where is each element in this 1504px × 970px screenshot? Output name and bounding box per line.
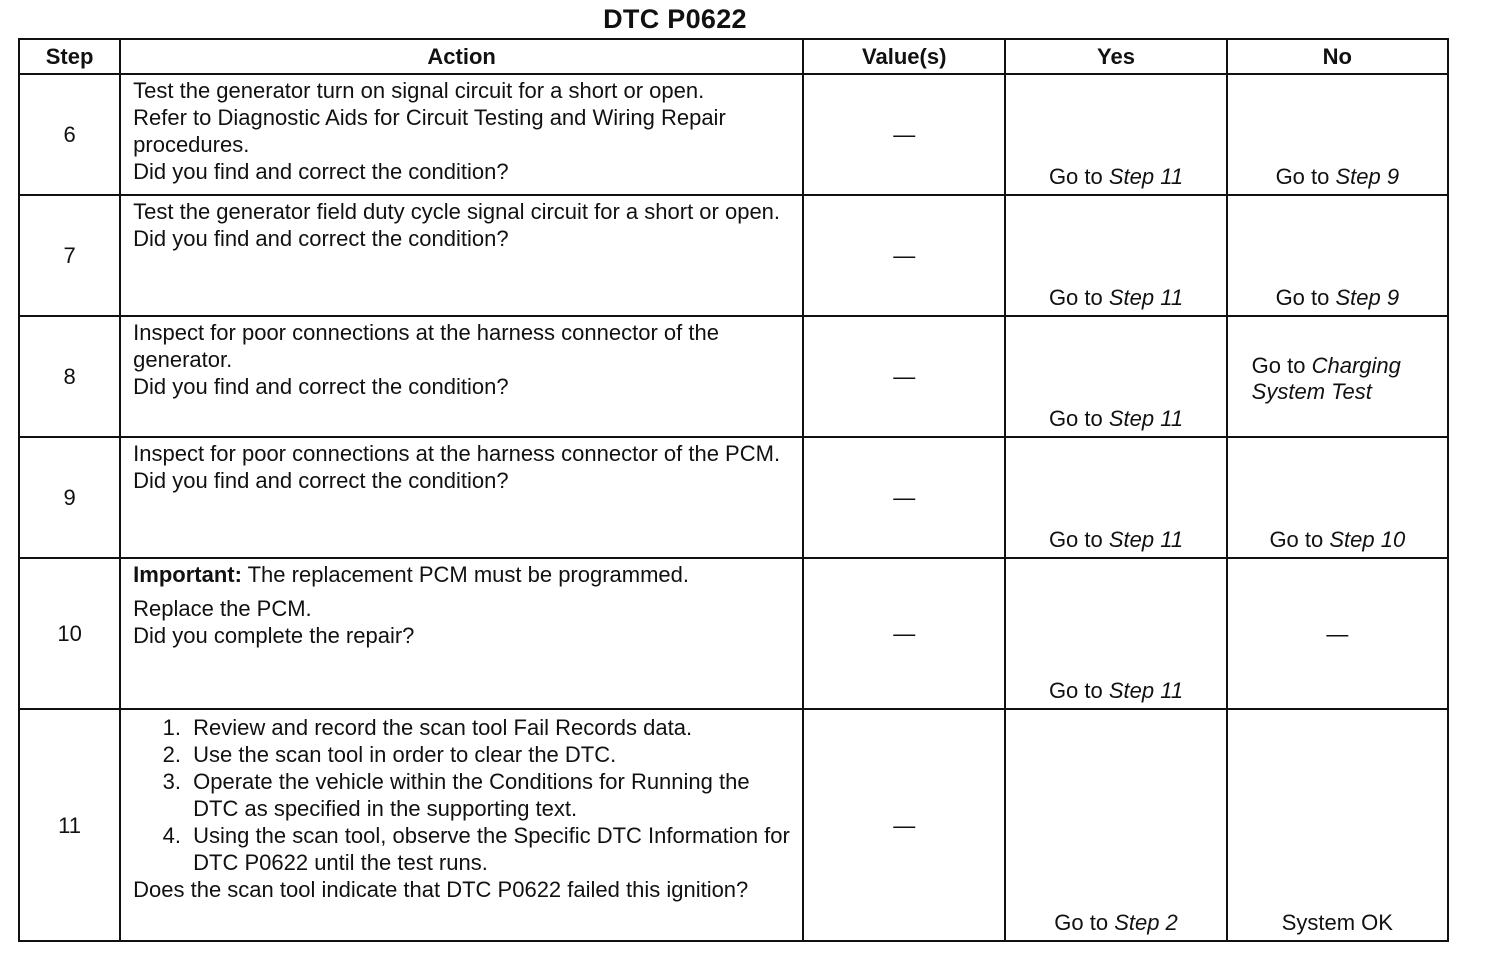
yes-cell [1005,74,1226,195]
yes-cell [1005,437,1226,558]
step-number: 7 [19,195,120,316]
yes-target: Step 11 [1108,678,1184,703]
yes-cell [1005,316,1226,437]
go-to-text: Go to [1269,527,1324,552]
list-item: 2. Use the scan tool in order to clear the DTC. [187,741,794,768]
list-item: 1. Review and record the scan tool Fail Records data. [187,714,794,741]
value-dash: — [893,485,916,510]
action-question: Does the scan tool indicate that DTC P0622 failed this ignition? [133,877,749,902]
yes-target: Step 2 [1114,910,1178,935]
value-dash: — [893,243,916,268]
header-no: No [1227,39,1448,74]
action-cell [120,437,803,558]
system-ok-text: System OK [1281,910,1393,935]
header-action: Action [120,39,803,74]
value-dash: — [893,122,916,147]
action-cell [120,195,803,316]
value-cell [803,316,1005,437]
action-text: Test the generator field duty cycle signal circuit for a short or open. [133,199,781,224]
no-cell [1227,195,1448,316]
important-note [133,561,794,588]
step-number: 11 [19,709,120,941]
value-cell [803,709,1005,941]
action-text: Inspect for poor connections at the harness connector of the generator. [133,320,719,372]
go-to-text: Go to [1048,678,1103,703]
action-question: Did you find and correct the condition? [133,159,509,184]
go-to-text: Go to [1048,527,1103,552]
go-to-text: Go to [1275,285,1330,310]
action-cell [120,74,803,195]
value-cell [803,195,1005,316]
action-question: Did you find and correct the condition? [133,374,509,399]
action-cell [120,558,803,709]
table-row [19,74,1448,195]
no-cell [1227,74,1448,195]
yes-target: Step 11 [1108,527,1184,552]
value-cell [803,74,1005,195]
procedure-list [133,714,794,876]
step-number: 9 [19,437,120,558]
yes-target: Step 11 [1108,406,1184,431]
value-cell [803,437,1005,558]
action-text: Refer to Diagnostic Aids for Circuit Testing and Wiring Repair procedures. [133,105,726,157]
no-cell [1227,558,1448,709]
table-row [19,316,1448,437]
step-number: 8 [19,316,120,437]
no-target: Step 9 [1335,285,1400,310]
no-cell [1227,316,1448,437]
value-cell [803,558,1005,709]
action-text: Replace the PCM. [133,596,312,621]
header-row [19,39,1448,74]
go-to-text: Go to [1048,406,1103,431]
go-to-text: Go to [1275,164,1330,189]
table-row [19,437,1448,558]
yes-cell [1005,558,1226,709]
important-text: The replacement PCM must be programmed. [241,562,690,587]
no-target: Charging System Test [1251,353,1401,404]
action-cell [120,316,803,437]
page-title: DTC P0622 [603,4,747,34]
action-question: Did you find and correct the condition? [133,226,509,251]
yes-target: Step 11 [1108,164,1184,189]
action-text: Test the generator turn on signal circuit for a short or open. [133,78,705,103]
step-number: 10 [19,558,120,709]
no-target: Step 9 [1335,164,1400,189]
go-to-text: Go to [1048,285,1103,310]
header-values: Value(s) [803,39,1005,74]
action-text: Inspect for poor connections at the harness connector of the PCM. [133,441,781,466]
no-dash: — [1326,621,1349,646]
table-row [19,558,1448,709]
go-to-text: Go to [1054,910,1109,935]
value-dash: — [893,812,916,838]
action-question: Did you complete the repair? [133,623,415,648]
step-number: 6 [19,74,120,195]
header-yes: Yes [1005,39,1226,74]
action-question: Did you find and correct the condition? [133,468,509,493]
no-cell [1227,437,1448,558]
go-to-text: Go to [1048,164,1103,189]
table-row [19,195,1448,316]
list-item: 3. Operate the vehicle within the Conditions for Running the DTC as specified in the supporting text. [187,768,794,822]
list-item: 4. Using the scan tool, observe the Specific DTC Information for DTC P0622 until the test runs. [187,822,794,876]
header-step: Step [19,39,120,74]
value-dash: — [893,364,916,389]
go-to-text: Go to [1251,353,1306,378]
value-dash: — [893,621,916,646]
yes-cell [1005,195,1226,316]
yes-cell [1005,709,1226,941]
no-target: Step 10 [1329,527,1406,552]
dtc-table [18,38,1449,942]
no-cell [1227,709,1448,941]
action-cell [120,709,803,941]
table-row [19,709,1448,941]
yes-target: Step 11 [1108,285,1184,310]
important-label: Important: [133,562,242,587]
